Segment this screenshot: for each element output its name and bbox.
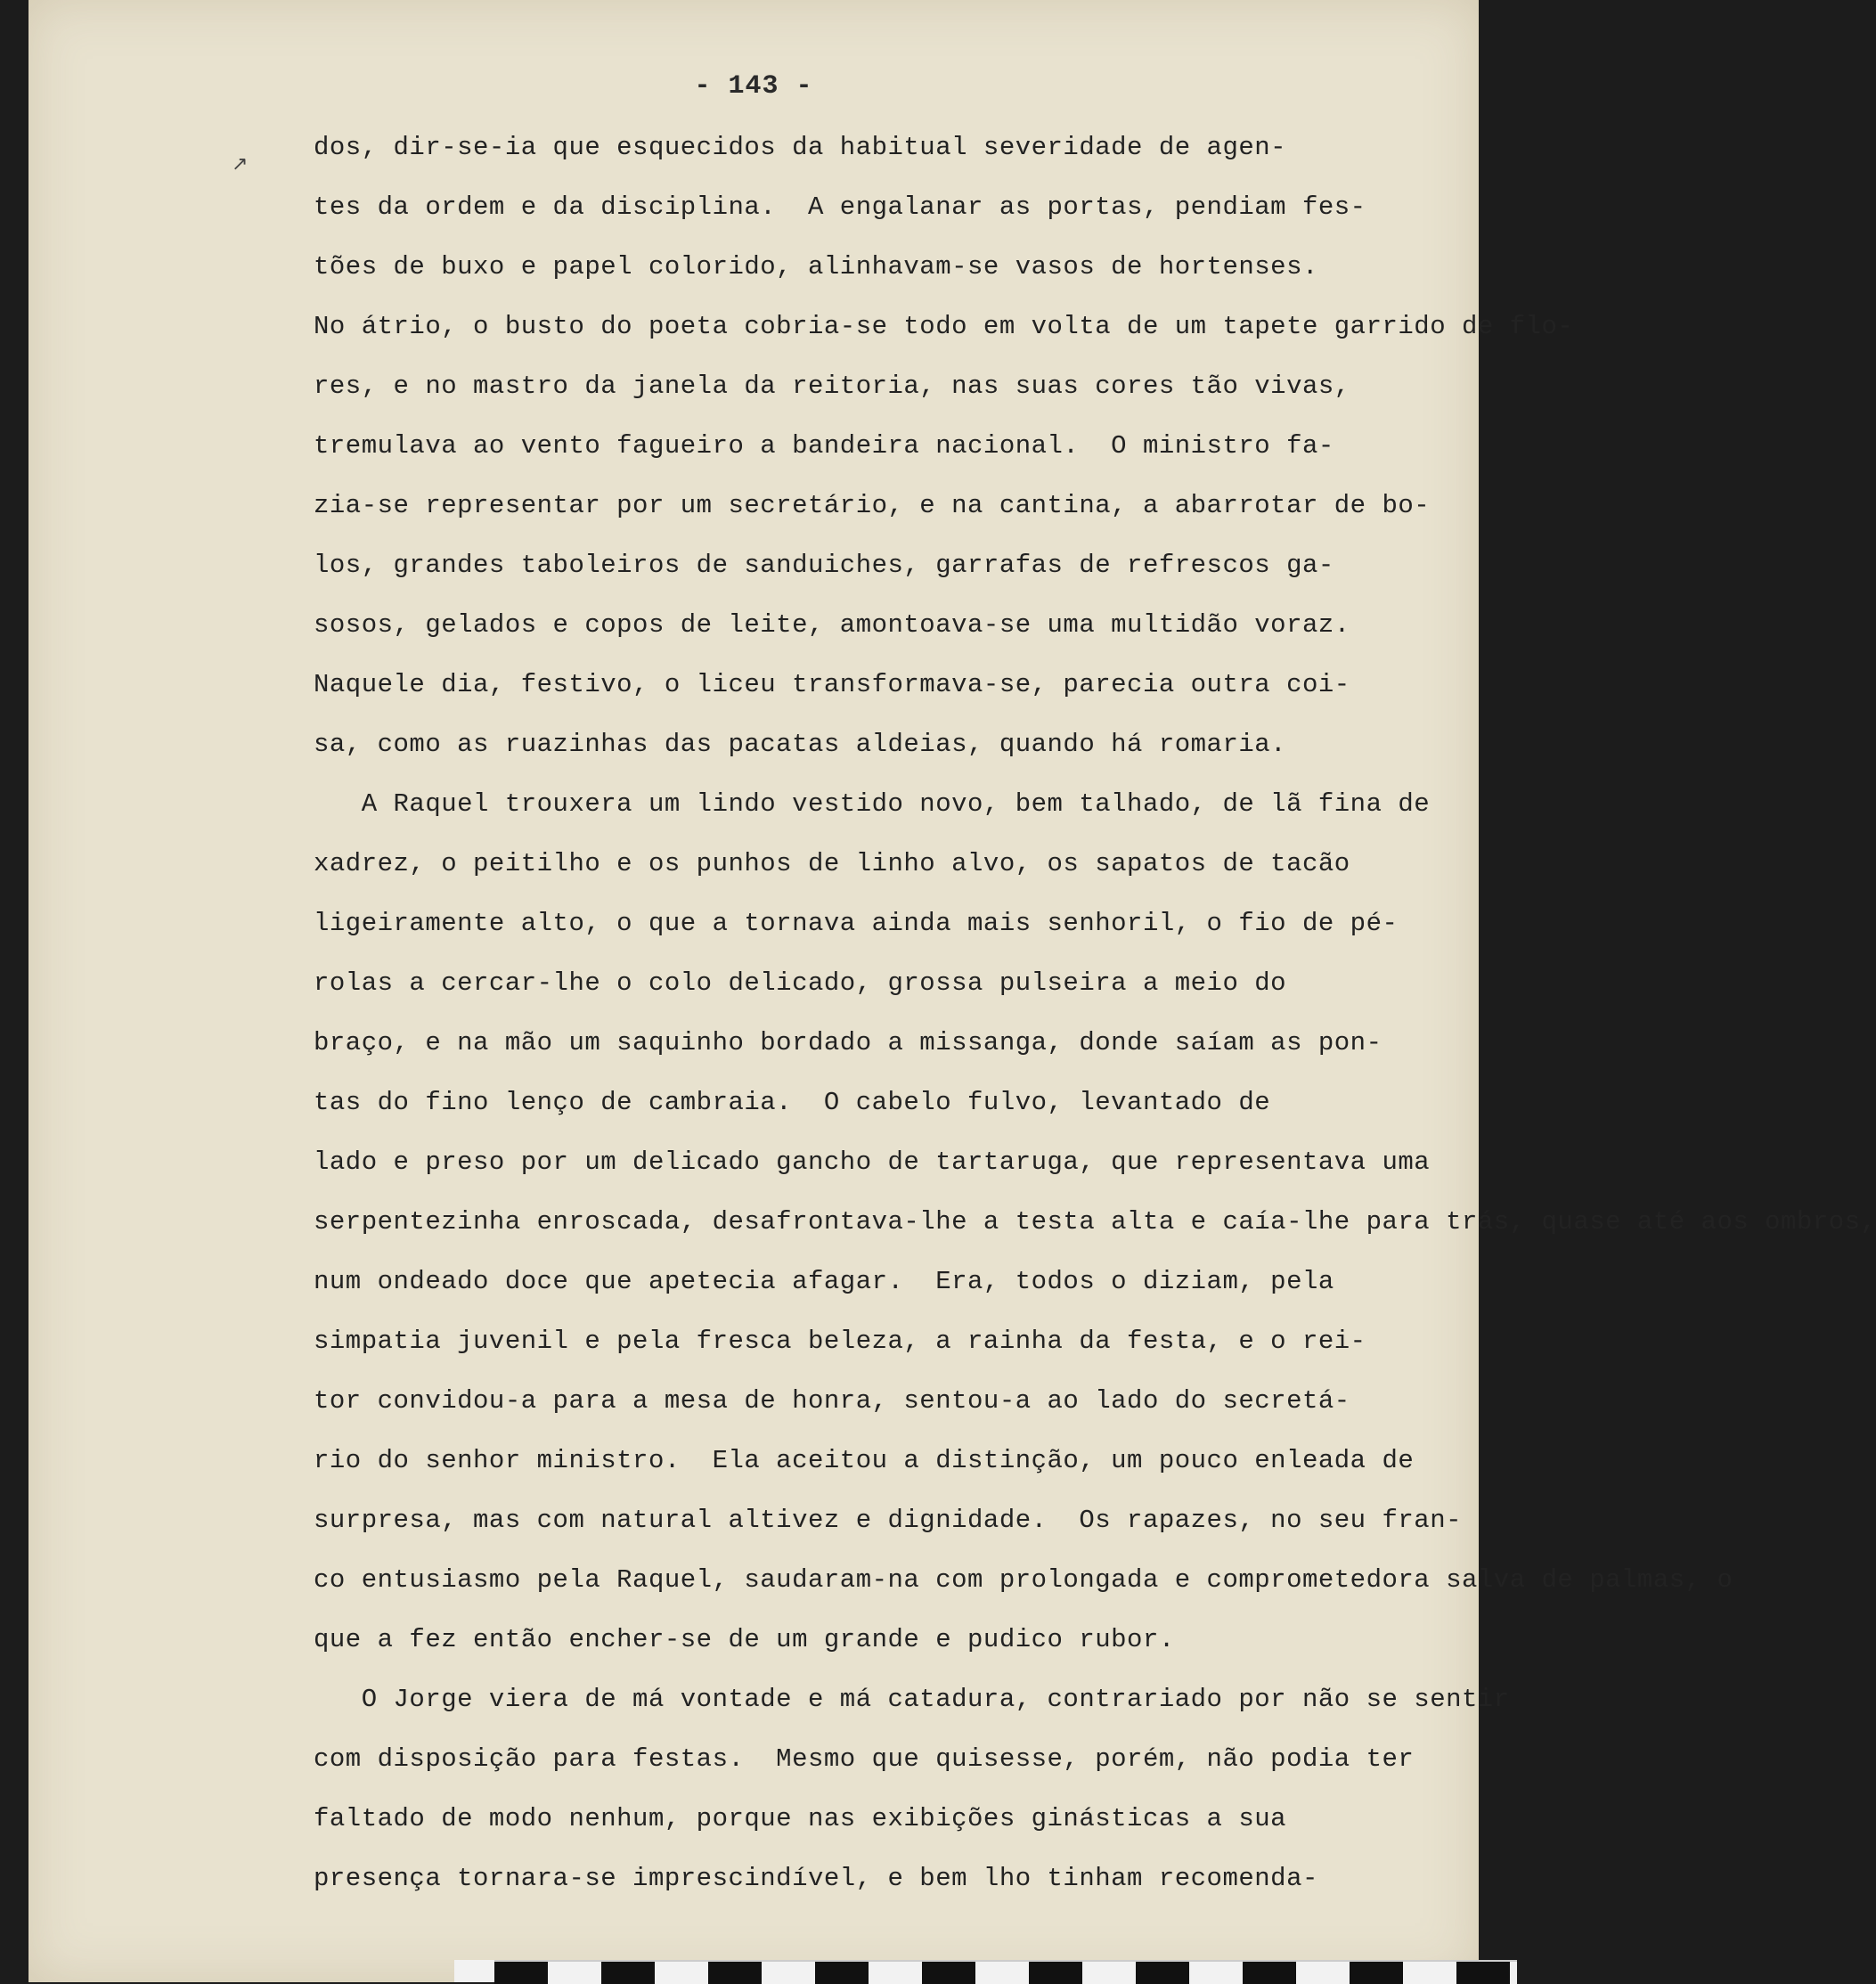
text-line: braço, e na mão um saquinho bordado a missanga, donde saíam as pon-: [314, 1028, 1383, 1057]
text-line: zia-se representar por um secretário, e na cantina, a abarrotar de bo-: [314, 491, 1431, 520]
text-line: num ondeado doce que apetecia afagar. Era, todos o diziam, pela: [314, 1267, 1334, 1296]
text-line: tor convidou-a para a mesa de honra, sentou-a ao lado do secretá-: [314, 1386, 1350, 1416]
text-line: ligeiramente alto, o que a tornava ainda mais senhoril, o fio de pé-: [314, 909, 1399, 938]
typed-text-body: [314, 118, 1876, 1908]
text-line: tões de buxo e papel colorido, alinhavam-se vasos de hortenses.: [314, 252, 1318, 282]
text-line: tremulava ao vento fagueiro a bandeira nacional. O ministro fa-: [314, 431, 1334, 461]
text-line: faltado de modo nenhum, porque nas exibições ginásticas a sua: [314, 1804, 1287, 1833]
page-number: - 143 -: [694, 71, 813, 102]
text-line: serpentezinha enroscada, desafrontava-lhe a testa alta e caía-lhe para trás, quase até aos ombros,: [314, 1207, 1876, 1237]
text-line: xadrez, o peitilho e os punhos de linho alvo, os sapatos de tacão: [314, 849, 1350, 878]
text-line: A Raquel trouxera um lindo vestido novo, bem talhado, de lã fina de: [314, 789, 1431, 819]
text-line: sosos, gelados e copos de leite, amontoava-se uma multidão voraz.: [314, 610, 1350, 640]
text-line: que a fez então encher-se de um grande e pudico rubor.: [314, 1625, 1175, 1654]
text-line: surpresa, mas com natural altivez e dignidade. Os rapazes, no seu fran-: [314, 1506, 1463, 1535]
text-line: dos, dir-se-ia que esquecidos da habitual severidade de agen-: [314, 133, 1287, 162]
text-line: O Jorge viera de má vontade e má catadura, contrariado por não se sentir: [314, 1685, 1510, 1714]
manuscript-page: [29, 0, 1876, 1982]
text-line: presença tornara-se imprescindível, e bem lho tinham recomenda-: [314, 1864, 1318, 1893]
text-line: rio do senhor ministro. Ela aceitou a distinção, um pouco enleada de: [314, 1446, 1415, 1475]
text-line: rolas a cercar-lhe o colo delicado, grossa pulseira a meio do: [314, 968, 1287, 998]
text-line: lado e preso por um delicado gancho de tartaruga, que representava uma: [314, 1147, 1431, 1177]
text-line: tes da ordem e da disciplina. A engalanar as portas, pendiam fes-: [314, 192, 1366, 222]
text-line: No átrio, o busto do poeta cobria-se todo em volta de um tapete garrido de flo-: [314, 312, 1574, 341]
scale-bar-edge: [454, 1960, 494, 1982]
text-line: co entusiasmo pela Raquel, saudaram-na com prolongada e comprometedora salva de palmas, o: [314, 1565, 1733, 1595]
text-line: Naquele dia, festivo, o liceu transformava-se, parecia outra coi-: [314, 670, 1350, 699]
text-line: com disposição para festas. Mesmo que quisesse, porém, não podia ter: [314, 1744, 1415, 1774]
margin-arrow-icon: ↗: [232, 153, 249, 176]
text-line: simpatia juvenil e pela fresca beleza, a rainha da festa, e o rei-: [314, 1327, 1366, 1356]
text-line: los, grandes taboleiros de sanduiches, garrafas de refrescos ga-: [314, 551, 1334, 580]
text-line: sa, como as ruazinhas das pacatas aldeias, quando há romaria.: [314, 730, 1287, 759]
text-line: res, e no mastro da janela da reitoria, nas suas cores tão vivas,: [314, 371, 1350, 401]
scale-bar: [494, 1960, 1517, 1984]
text-line: tas do fino lenço de cambraia. O cabelo fulvo, levantado de: [314, 1088, 1271, 1117]
